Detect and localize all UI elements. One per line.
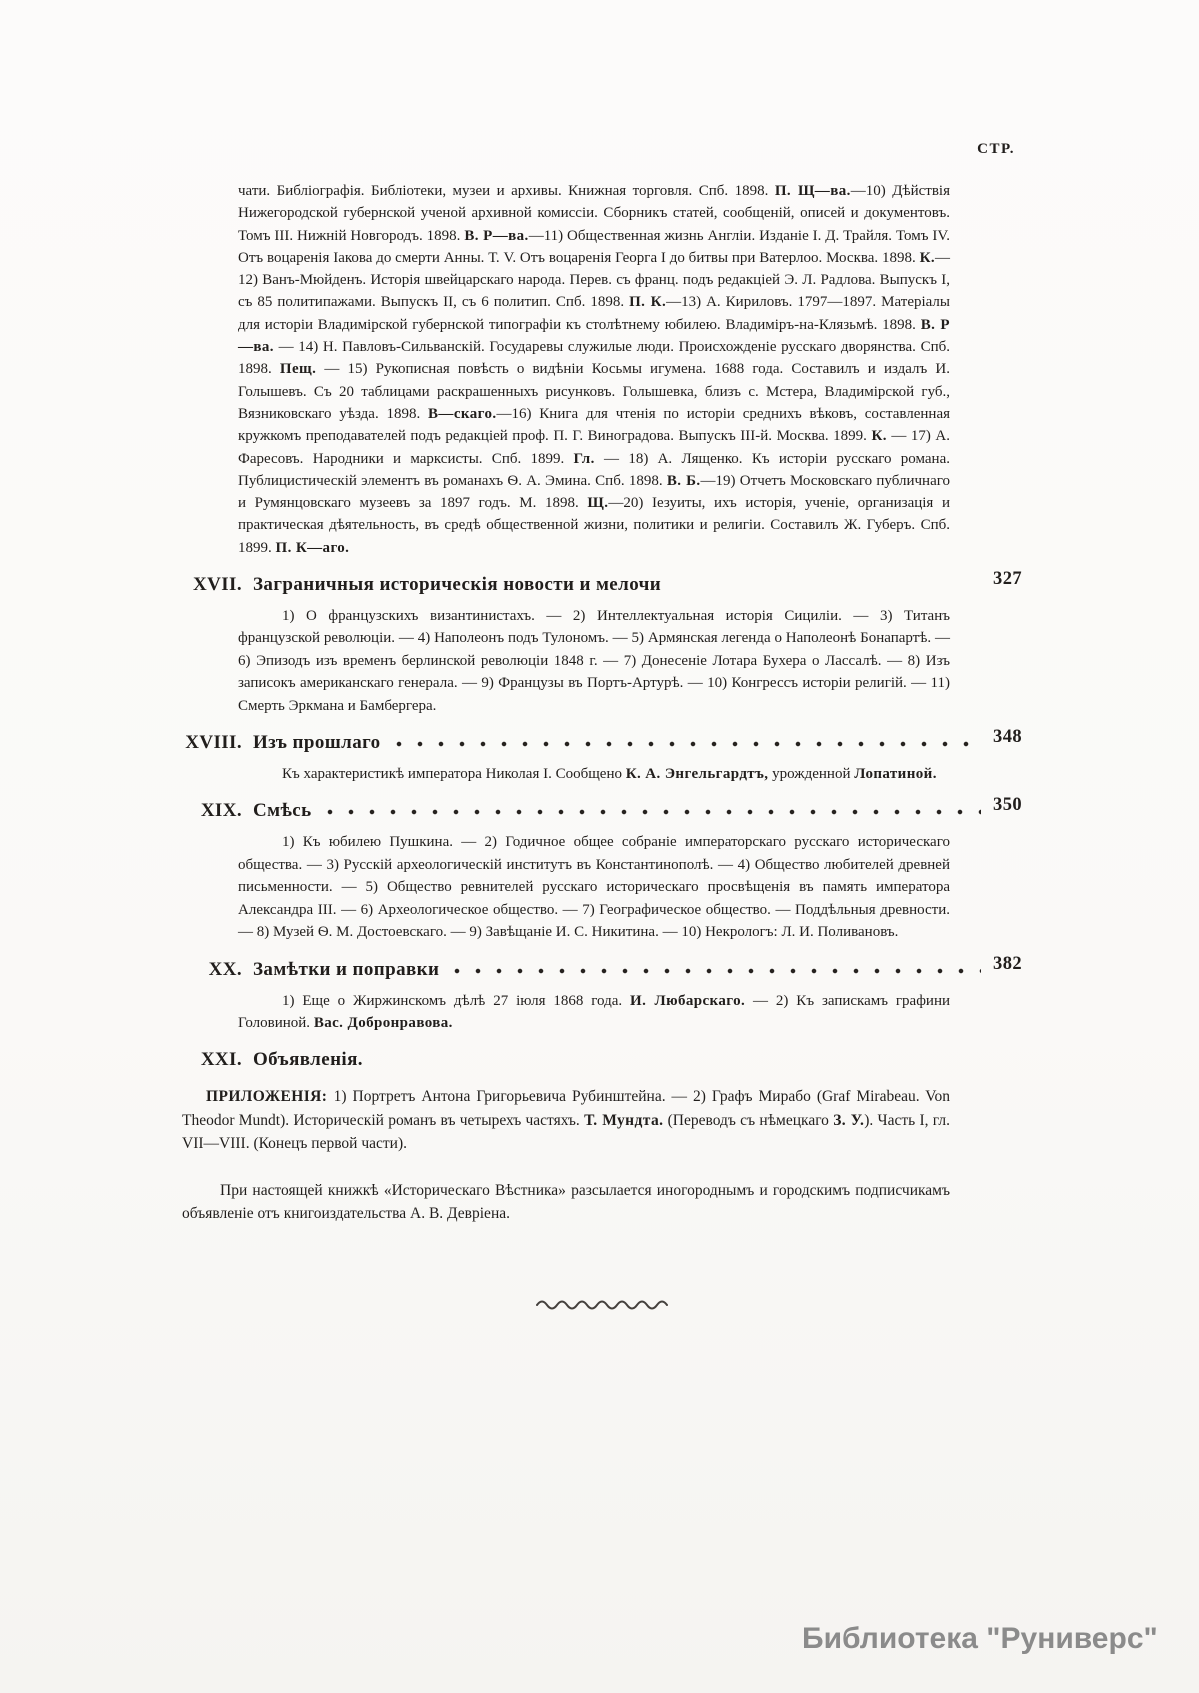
page-number: 350 (993, 795, 1022, 816)
appendix-paragraph: ПРИЛОЖЕНІЯ: 1) Портретъ Антона Григорьевича Рубинштейна. — 2) Графъ Мирабо (Graf Mirabeau. Von Theodor Mundt). Историческій романъ въ четырехъ частяхъ. Т. Мундта. (Переводъ съ нѣмецкаго З. У.). Часть I, гл. VII—VIII. (Конецъ первой части). (182, 1088, 950, 1153)
section-annotation-xix: 1) Къ юбилею Пушкина. — 2) Годичное общее собраніе императорскаго русскаго историческаго общества. — 3) Русскій археологическій институтъ въ Константинополѣ. — 4) Общество любителей древней письменности. — 5) Общество ревнителей русскаго историческаго просвѣщенія въ память императора Александра III. — 6) Археологическое общество. — 7) Географическое общество. — Поддѣльныя древности. — 8) Музей Ѳ. М. Достоевскаго. — 9) Завѣщаніе И. С. Никитина. — 10) Некрологъ: Л. И. Поливановъ. (238, 834, 950, 941)
section-numeral: XXI. (200, 1049, 242, 1071)
toc-entry-xxi (182, 1049, 1022, 1071)
page-number: 382 (993, 953, 1022, 974)
section-title: Изъ прошлаго (253, 732, 381, 754)
section-title: Смѣсь (253, 800, 312, 822)
runivers-watermark: Библиотека "Руниверс" (802, 1622, 1158, 1655)
page-content (182, 0, 1022, 1311)
leader-dots (395, 740, 981, 749)
leader-dots (326, 808, 982, 817)
toc-entry-xix (182, 795, 1022, 822)
squiggle-divider (534, 1297, 674, 1311)
leader-dots (453, 967, 981, 976)
section-annotation-xvii: 1) О французскихъ византинистахъ. — 2) Интеллектуальная исторія Сициліи. — 3) Титанъ французской революціи. — 4) Наполеонъ подъ Тулономъ. — 5) Армянская легенда о Наполеонѣ Бонапартѣ. — 6) Эпизодъ изъ временъ берлинской революціи 1848 г. — 7) Донесеніе Лотара Бухера о Лассалѣ. — 8) Изъ записокъ американскаго генерала. — 9) Французы въ Портъ-Артурѣ. — 10) Конгрессъ исторіи религій. — 11) Смерть Эркмана и Бамбергера. (238, 608, 950, 714)
section-numeral: XIX. (200, 800, 242, 822)
toc-entry-xx (182, 953, 1022, 981)
toc-entry-xviii (182, 727, 1022, 754)
section-annotation-xviii: Къ характеристикѣ императора Николая I. Сообщено К. А. Энгельгардтъ, урожденной Лопатиной. (282, 766, 937, 783)
section-numeral: XVII. (193, 574, 242, 596)
section-numeral: XX. (208, 958, 242, 980)
section-title: Объявленія. (253, 1049, 363, 1071)
section-numeral: XVIII. (185, 732, 242, 754)
page-column-header: СТР. (977, 141, 1015, 157)
page-number: 348 (993, 727, 1022, 748)
section-title: Замѣтки и поправки (253, 958, 440, 980)
section-title: Заграничныя историческія новости и мелочи (253, 574, 662, 596)
page-number: 327 (993, 569, 1022, 590)
mailing-notice-paragraph: При настоящей книжкѣ «Историческаго Вѣстника» разсылается иногороднымъ и городскимъ подписчикамъ объявленіе отъ книгоиздательства А. В. Девріена. (182, 1181, 950, 1222)
section-annotation-xx: 1) Еще о Жиржинскомъ дѣлѣ 27 іюля 1868 года. И. Любарскаго. — 2) Къ запискамъ графини Головиной. Вас. Добронравова. (238, 992, 951, 1031)
toc-entry-xvii (182, 569, 1022, 596)
continuation-paragraph: чати. Библіографія. Библіотеки, музеи и архивы. Книжная торговля. Спб. 1898. П. Щ—ва.—10) Дѣйствія Нижегородской губернской ученой архивной комиссіи. Сборникъ статей, сообщеній, описей и документовъ. Томъ III. Нижній Новгородъ. 1898. В. Р—ва.—11) Общественная жизнь Англіи. Изданіе І. Д. Трайля. Томъ IV. Отъ воцаренія Іакова до смерти Анны. Т. V. Отъ воцаренія Георга I до битвы при Ватерлоо. Москва. 1898. К.—12) Ванъ-Мюйденъ. Исторія швейцарскаго народа. Перев. съ франц. подъ редакціей Э. Л. Радлова. Выпускъ I, съ 85 политипажами. Выпускъ II, съ 6 политип. Спб. 1898. П. К.—13) А. Кириловъ. 1797—1897. Матеріалы для исторіи Владимірской губернской типографіи къ столѣтнему юбилею. Владиміръ-на-Клязьмѣ. 1898. В. Р—ва. — 14) Н. Павловъ-Сильванскій. Государевы служилые люди. Происхожденіе русскаго дворянства. Спб. 1898. Пещ. — 15) Рукописная повѣсть о видѣніи Косьмы игумена. 1688 года. Составилъ и издалъ И. Голышевъ. Съ 20 таблицами раскрашенныхъ рисунковъ. Голышевка, близъ с. Мстера, Владимірской губ., Вязниковскаго уѣзда. 1898. В—скаго.—16) Книга для чтенія по исторіи среднихъ вѣковъ, составленная кружкомъ преподавателей подъ редакціей проф. П. Г. Виноградова. Выпускъ III-й. Москва. 1899. К. — 17) А. Фаресовъ. Народники и марксисты. Спб. 1899. Гл. — 18) А. Лященко. Къ исторіи русскаго романа. Публицистическій элементъ въ романахъ Ѳ. А. Эмина. Спб. 1898. В. Б.—19) Отчетъ Московскаго публичнаго и Румянцовскаго музеевъ за 1897 годъ. М. 1898. Щ.—20) Іезуиты, ихъ исторія, ученіе, организація и практическая дѣятельность, въ средѣ общественной жизни, политики и религіи. Составилъ Ж. Губеръ. Спб. 1899. П. К—аго. (238, 183, 951, 556)
